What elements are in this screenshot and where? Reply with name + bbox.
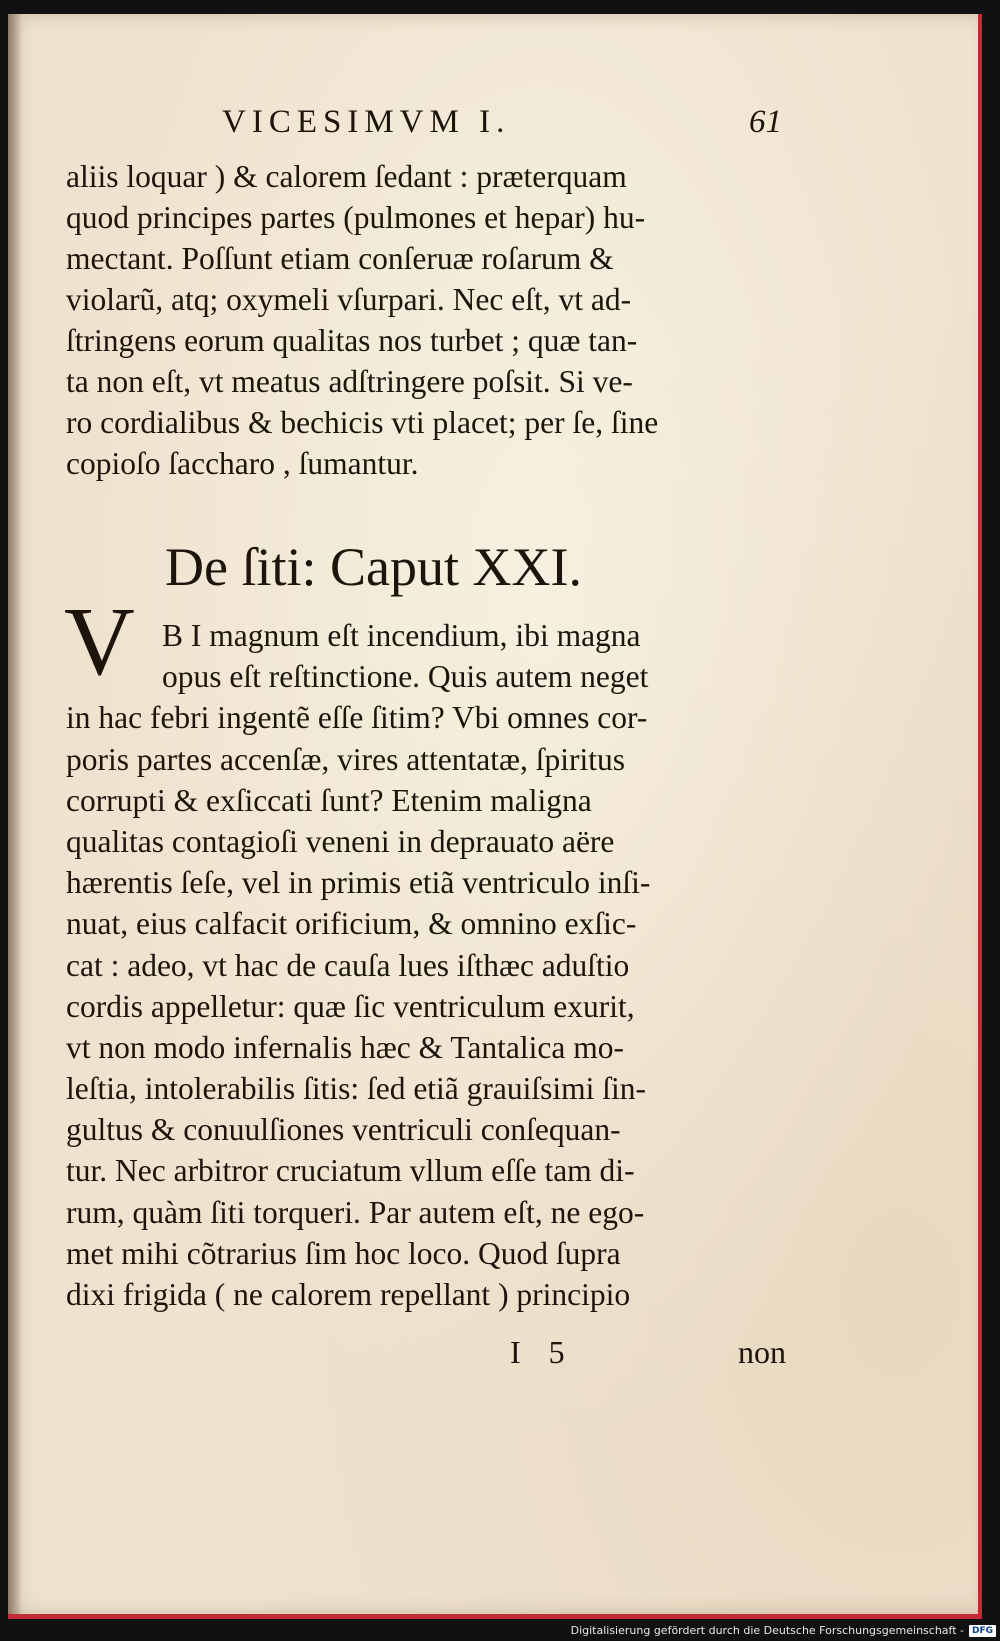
text-line: rum, quàm ſiti torqueri. Par autem eſt, ne ego- xyxy=(66,1194,645,1230)
text-line: cat : adeo, vt hac de cauſa lues iſthæc aduſtio xyxy=(66,947,630,983)
text-line: mectant. Poſſunt etiam conſeruæ roſarum & xyxy=(66,241,614,276)
text-line: ro cordialibus & bechicis vti placet; per ſe, ſine xyxy=(66,405,659,440)
text-line: copioſo ſaccharo , ſumantur. xyxy=(66,446,419,481)
text-line: leſtia, intolerabilis ſitis: ſed etiã grauiſsimi ſin- xyxy=(66,1071,647,1107)
chapter-body xyxy=(66,615,786,1315)
text-line: violarũ, atq; oxymeli vſurpari. Nec eſt, vt ad- xyxy=(66,282,632,317)
page-number: 61 xyxy=(749,104,782,140)
digitization-credit xyxy=(570,1620,1000,1641)
text-line: B I magnum eſt incendium, ibi magna xyxy=(162,618,641,653)
text-line: cordis appelletur: quæ ſic ventriculum exurit, xyxy=(66,988,635,1024)
catchword: non xyxy=(738,1334,786,1370)
text-line: in hac febri ingentẽ eſſe ſitim? Vbi omnes cor- xyxy=(66,700,648,736)
text-line: opus eſt reſtinctione. Quis autem neget xyxy=(162,659,649,695)
text-line: met mihi cõtrarius ſim hoc loco. Quod ſupra xyxy=(66,1235,621,1271)
text-line: quod principes partes (pulmones et hepar) hu- xyxy=(66,200,646,235)
page-gutter-shadow xyxy=(8,14,22,1614)
dfg-logo: DFG xyxy=(969,1625,996,1637)
page-header xyxy=(222,104,782,144)
text-line: qualitas contagioſi veneni in deprauato aëre xyxy=(66,823,615,859)
text-line: dixi frigida ( ne calorem repellant ) principio xyxy=(66,1277,631,1312)
drop-cap: V xyxy=(64,588,135,696)
text-line: gultus & conuulſiones ventriculi conſequan- xyxy=(66,1112,621,1148)
text-line: poris partes accenſæ, vires attentatæ, ſpiritus xyxy=(66,741,625,777)
text-line: nuat, eius calfacit orificium, & omnino exſic- xyxy=(66,906,637,942)
text-line: ta non eſt, vt meatus adſtringere poſsit. Si ve- xyxy=(66,364,633,399)
page-footer xyxy=(66,1334,786,1374)
text-line: tur. Nec arbitror cruciatum vllum eſſe tam di- xyxy=(66,1153,635,1189)
text-line: ſtringens eorum qualitas nos turbet ; quæ tan- xyxy=(66,323,638,358)
text-line: aliis loquar ) & calorem ſedant : præterquam xyxy=(66,159,627,194)
text-line: corrupti & exſiccati ſunt? Etenim maligna xyxy=(66,782,592,818)
running-title: VICESIMVM I. xyxy=(222,104,511,140)
paragraph-continuation xyxy=(66,156,782,484)
text-line: vt non modo infernalis hæc & Tantalica mo- xyxy=(66,1029,624,1065)
chapter-heading: De ſiti: Caput XXI. xyxy=(165,537,582,597)
signature-mark: I 5 xyxy=(510,1334,575,1370)
text-line: hærentis ſeſe, vel in primis etiã ventriculo inſi- xyxy=(66,865,651,901)
credit-text: Digitalisierung gefördert durch die Deutsche Forschungsgemeinschaft - xyxy=(570,1624,964,1637)
